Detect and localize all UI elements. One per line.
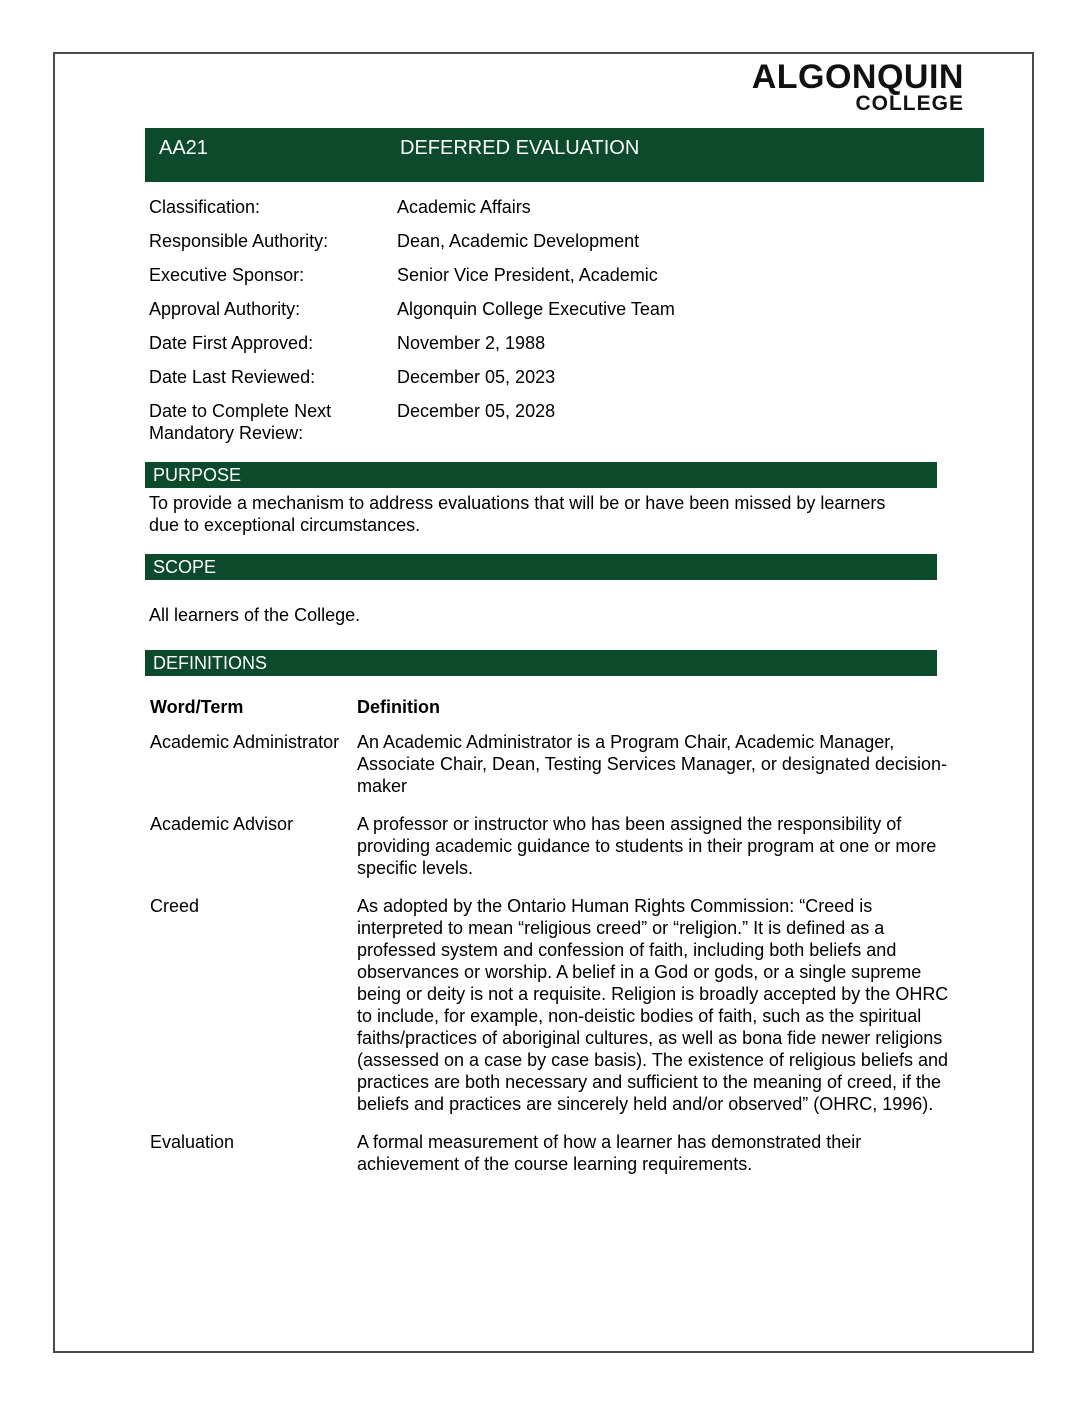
algonquin-college-logo xyxy=(55,54,1032,114)
definition-term: Creed xyxy=(150,896,200,916)
definitions-header-row xyxy=(150,696,1032,718)
definition-row xyxy=(150,731,1032,797)
scope-section-body: All learners of the College. xyxy=(149,605,361,625)
metadata-label: Date Last Reviewed: xyxy=(149,367,316,387)
metadata-value: Dean, Academic Development xyxy=(397,231,640,251)
metadata-table xyxy=(149,196,1032,444)
definition-text: A professor or instructor who has been assigned the responsibility of providing academic guidance to students in their program at one or more specific levels. xyxy=(357,814,937,878)
definitions-table xyxy=(150,696,1032,1175)
definition-term: Academic Advisor xyxy=(150,814,294,834)
purpose-section-body: To provide a mechanism to address evaluations that will be or have been missed by learners due to exceptional circumstances. xyxy=(149,493,886,535)
definitions-section-heading: DEFINITIONS xyxy=(145,650,937,676)
metadata-value: Academic Affairs xyxy=(397,197,531,217)
metadata-value: December 05, 2028 xyxy=(397,401,556,421)
definition-row xyxy=(150,895,1032,1115)
definition-text: An Academic Administrator is a Program Chair, Academic Manager, Associate Chair, Dean, Testing Services Manager, or designated decision-maker xyxy=(357,732,947,796)
metadata-value: November 2, 1988 xyxy=(397,333,546,353)
definitions-col-word-term: Word/Term xyxy=(150,697,244,717)
metadata-row xyxy=(149,196,1032,218)
metadata-label: Classification: xyxy=(149,197,261,217)
metadata-row xyxy=(149,400,1032,444)
policy-header-bar xyxy=(145,128,984,182)
metadata-value: December 05, 2023 xyxy=(397,367,556,387)
logo-subtext: COLLEGE xyxy=(855,92,964,115)
scope-section-heading: SCOPE xyxy=(145,554,937,580)
metadata-label: Date to Complete Next Mandatory Review: xyxy=(149,401,332,443)
metadata-row xyxy=(149,366,1032,388)
metadata-label: Responsible Authority: xyxy=(149,231,329,251)
metadata-label: Date First Approved: xyxy=(149,333,314,353)
definition-text: As adopted by the Ontario Human Rights Commission: “Creed is interpreted to mean “religious creed” or “religion.” It is defined as a professed system and confession of faith, including both beliefs and observances or worship. A belief in a God or gods, or a single supreme being or deity is not a requisite. Religion is broadly accepted by the OHRC to include, for example, non-deistic bodies of faith, such as the spiritual faiths/practices of aboriginal cultures, as well as bona fide newer religions (assessed on a case by case basis). The existence of religious beliefs and practices are both necessary and sufficient to the meaning of creed, if the beliefs and practices are sincerely held and/or observed” (OHRC, 1996). xyxy=(357,896,949,1114)
definitions-rows xyxy=(150,731,1032,1175)
logo-wordmark: ALGONQUIN xyxy=(751,58,964,96)
policy-document-page xyxy=(53,52,1034,1353)
metadata-value: Senior Vice President, Academic xyxy=(397,265,658,285)
definition-term: Academic Administrator xyxy=(150,732,340,752)
metadata-row xyxy=(149,264,1032,286)
policy-title: DEFERRED EVALUATION xyxy=(400,137,640,159)
metadata-row xyxy=(149,230,1032,252)
definition-term: Evaluation xyxy=(150,1132,235,1152)
metadata-value: Algonquin College Executive Team xyxy=(397,299,675,319)
metadata-label: Executive Sponsor: xyxy=(149,265,305,285)
metadata-label: Approval Authority: xyxy=(149,299,301,319)
definition-row xyxy=(150,813,1032,879)
metadata-row xyxy=(149,332,1032,354)
policy-number: AA21 xyxy=(159,137,208,159)
definitions-col-definition: Definition xyxy=(357,697,440,717)
definition-text: A formal measurement of how a learner has demonstrated their achievement of the course learning requirements. xyxy=(357,1132,862,1174)
metadata-row xyxy=(149,298,1032,320)
purpose-section-heading: PURPOSE xyxy=(145,462,937,488)
definition-row xyxy=(150,1131,1032,1175)
